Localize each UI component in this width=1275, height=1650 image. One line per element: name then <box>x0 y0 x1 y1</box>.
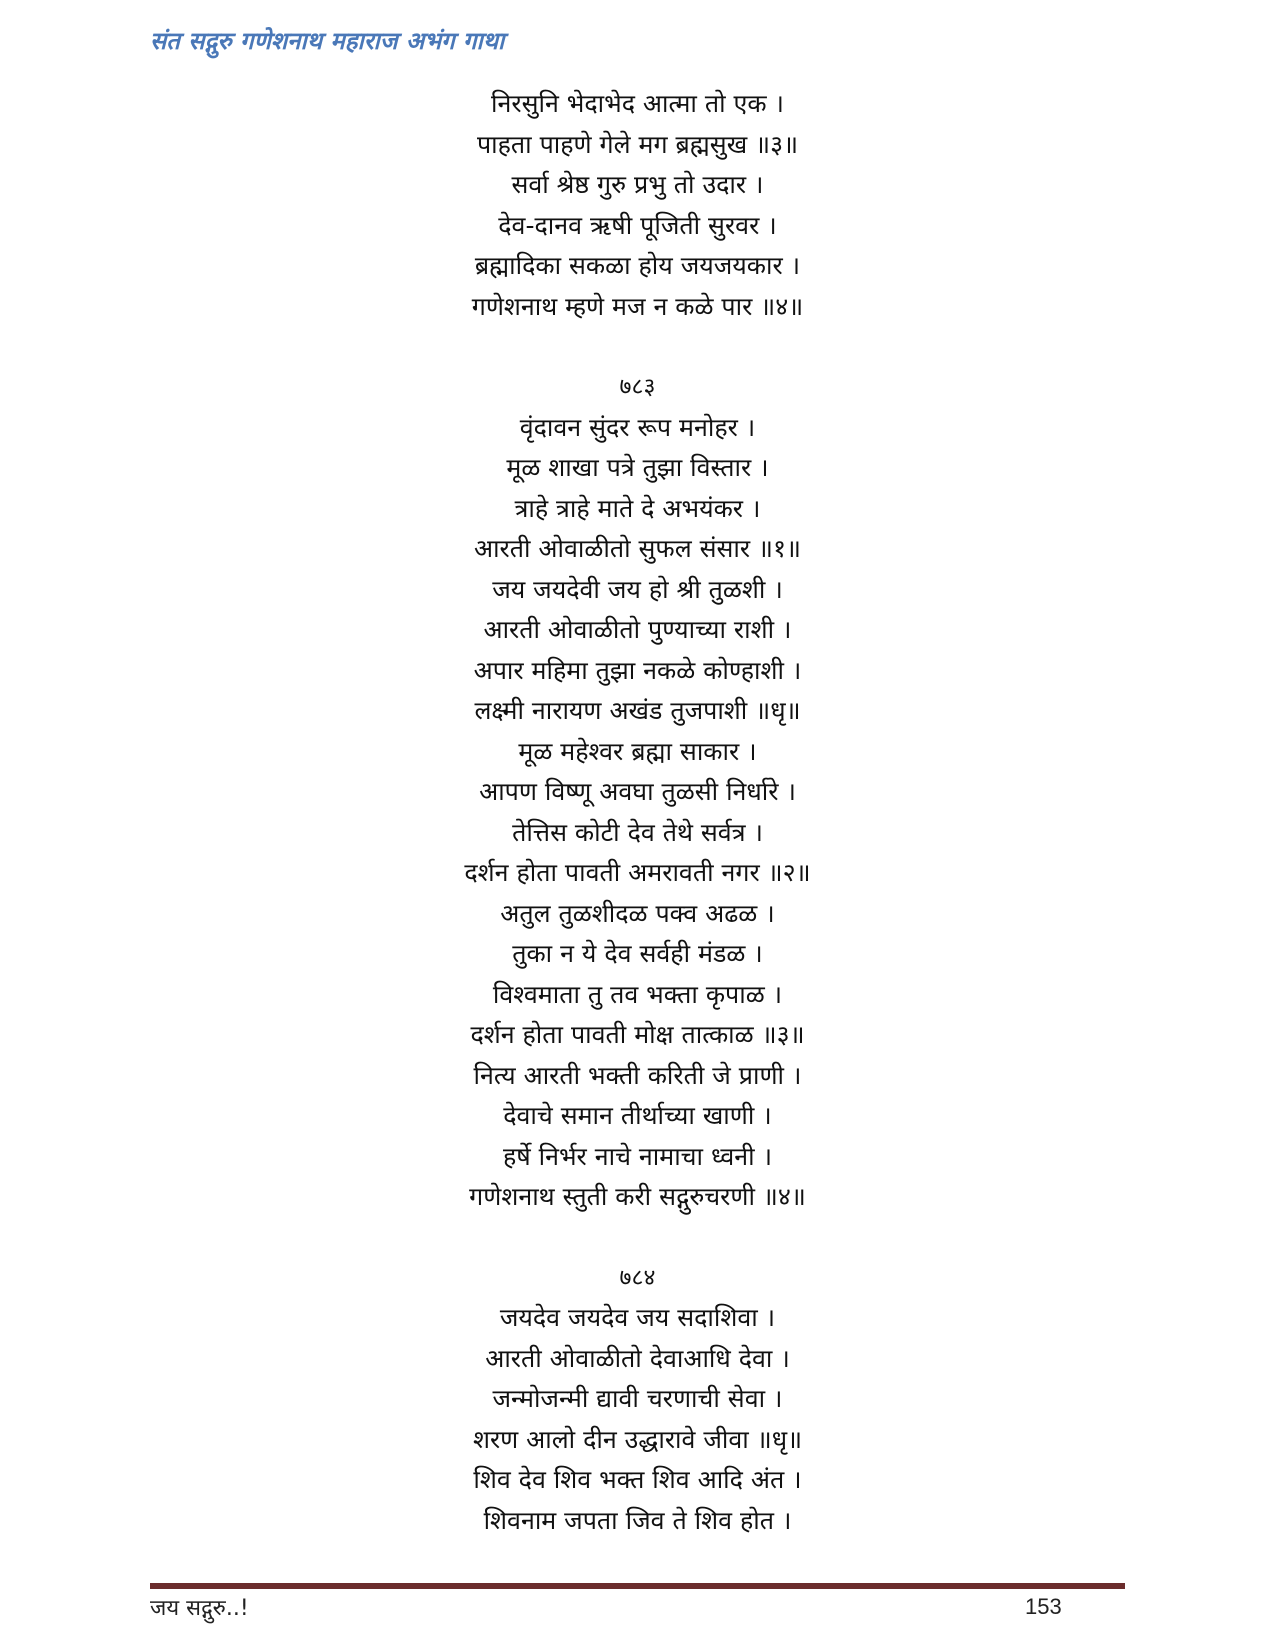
verse-line: जय जयदेवी जय हो श्री तुळशी । <box>492 574 783 604</box>
verse-line: देव-दानव ऋषी पूजिती सुरवर । <box>498 210 777 240</box>
footer-slogan: जय सद्गुरु..! <box>150 1596 249 1621</box>
verse-line: शरण आलो दीन उद्धारावे जीवा ॥धृ॥ <box>472 1424 803 1454</box>
verse-line: अतुल तुळशीदळ पक्व अढळ । <box>500 898 775 928</box>
page-content <box>0 84 1275 1541</box>
verse-line: देवाचे समान तीर्थाच्या खाणी । <box>503 1101 772 1130</box>
verse-line: आरती ओवाळीतो पुण्याच्या राशी । <box>483 615 792 644</box>
verse-line: आपण विष्णू अवघा तुळसी निर्धारे । <box>479 777 796 806</box>
verse-line: अपार महिमा तुझा नकळे कोण्हाशी । <box>473 655 802 685</box>
verse-783 <box>0 367 1275 1218</box>
verse-line: शिवनाम जपता जिव ते शिव होत । <box>483 1505 792 1535</box>
stanza-gap <box>0 327 1275 367</box>
verse-line: गणेशनाथ स्तुती करी सद्गुरुचरणी ॥४॥ <box>469 1182 806 1211</box>
verse-line: हर्षे निर्भर नाचे नामाचा ध्वनी । <box>502 1141 773 1171</box>
verse-line: गणेशनाथ म्हणे मज न कळे पार ॥४॥ <box>471 291 804 321</box>
verse-line: जन्मोजन्मी द्यावी चरणाची सेवा । <box>492 1384 783 1413</box>
verse-line: मूळ शाखा पत्रे तुझा विस्तार । <box>506 453 769 482</box>
verse-line: जयदेव जयदेव जय सदाशिवा । <box>499 1303 776 1332</box>
verse-line: विश्वमाता तु तव भक्ता कृपाळ । <box>492 979 783 1009</box>
verse-line: दर्शन होता पावती मोक्ष तात्काळ ॥३॥ <box>470 1020 805 1049</box>
verse-line: आरती ओवाळीतो देवाआधि देवा । <box>485 1343 790 1373</box>
verse-number: ७८४ <box>619 1264 656 1291</box>
verse-line: दर्शन होता पावती अमरावती नगर ॥२॥ <box>464 858 811 887</box>
verse-line: वृंदावन सुंदर रूप मनोहर । <box>519 412 756 442</box>
verse-784 <box>0 1258 1275 1542</box>
verse-line: मूळ महेश्वर ब्रह्मा साकार । <box>518 736 757 766</box>
verse-line: पाहता पाहणे गेले मग ब्रह्मसुख ॥३॥ <box>476 129 799 159</box>
verse-line: सर्वा श्रेष्ठ गुरु प्रभु तो उदार । <box>511 170 764 199</box>
verse-line: शिव देव शिव भक्त शिव आदि अंत । <box>473 1465 802 1494</box>
footer-rule <box>150 1583 1125 1589</box>
verse-line: लक्ष्मी नारायण अखंड तुजपाशी ॥धृ॥ <box>474 696 801 725</box>
stanza-gap <box>0 1218 1275 1258</box>
page-header-title: संत सद्गुरु गणेशनाथ महाराज अभंग गाथा <box>150 27 505 55</box>
verse-number: ७८३ <box>619 374 656 400</box>
verse-line: ब्रह्मादिका सकळा होय जयजयकार । <box>474 251 801 280</box>
verse-line: निरसुनि भेदाभेद आत्मा तो एक । <box>491 89 784 118</box>
verse-line: तेत्तिस कोटी देव तेथे सर्वत्र । <box>512 817 763 847</box>
verse-line: नित्य आरती भक्ती करिती जे प्राणी । <box>473 1060 802 1090</box>
verse-line: त्राहे त्राहे माते दे अभयंकर । <box>514 493 761 523</box>
page-number: 153 <box>1025 1594 1062 1619</box>
verse-line: तुका न ये देव सर्वही मंडळ । <box>512 939 763 968</box>
continuation-stanza <box>0 84 1275 327</box>
verse-line: आरती ओवाळीतो सुफल संसार ॥१॥ <box>473 534 801 563</box>
